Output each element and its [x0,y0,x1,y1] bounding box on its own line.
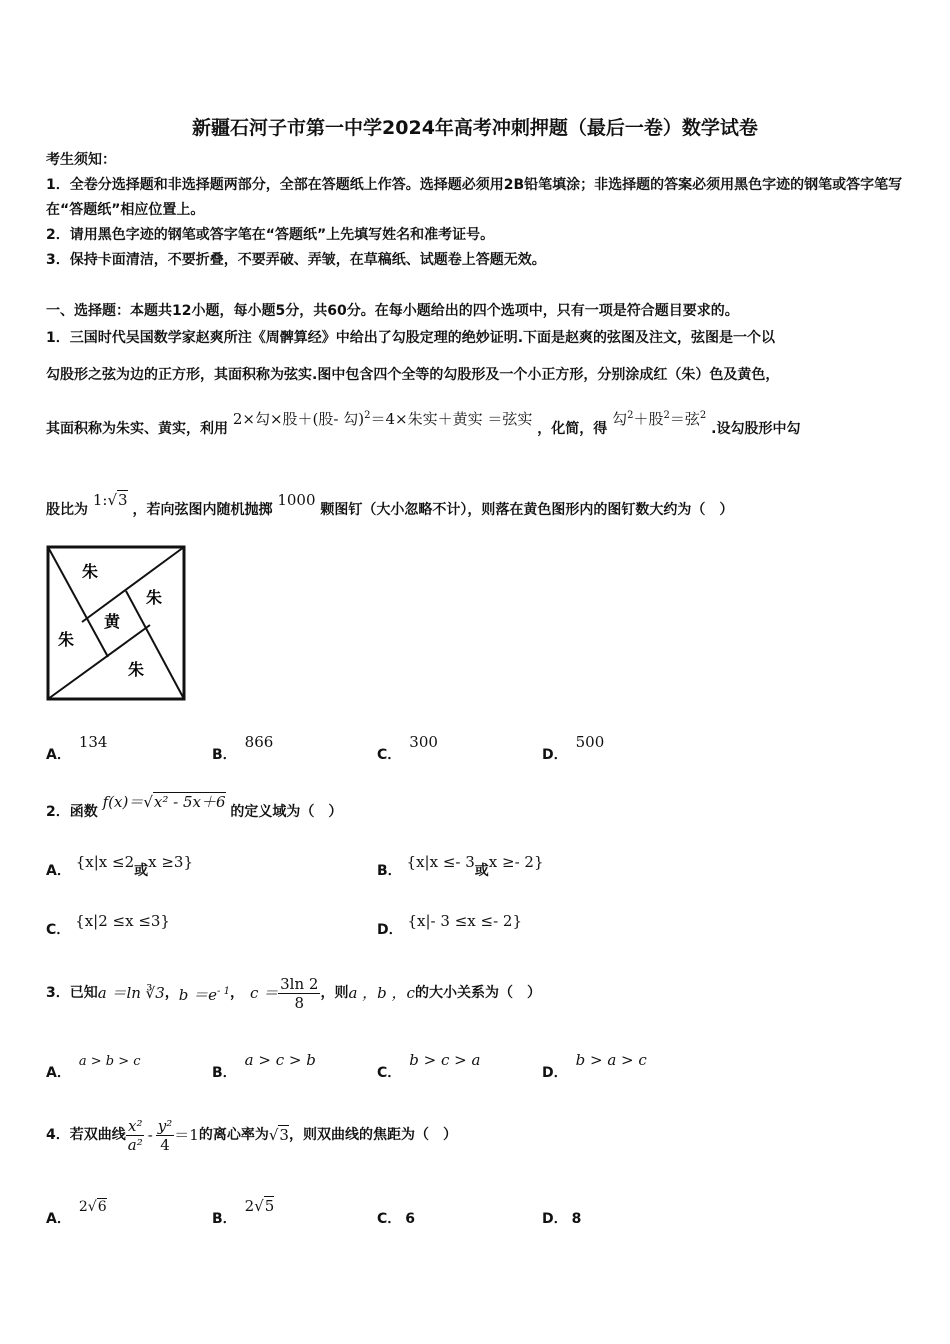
q1-line-3b: ，化简，得 [537,421,608,437]
notice-heading: 考生须知： [46,152,116,168]
q1-count: 1000 [277,491,316,509]
page-title: 新疆石河子市第一中学2024年高考冲刺押题（最后一卷）数学试卷 [192,117,758,139]
section-heading: 一、选择题：本题共12小题，每小题5分，共60分。在每小题给出的四个选项中，只有一项是符合题目要求的。 [46,303,739,319]
q3-prefix: 3．已知 [46,985,98,1001]
q3-suffix: 的大小关系为（ ） [414,985,541,1001]
q4-option-b[interactable]: B．2√5 [212,1197,275,1227]
q1-line-3a: 其面积称为朱实、黄实，利用 [46,421,228,437]
label-huang: 黄 [104,612,121,631]
q4-mid: 的离心率为 [198,1127,269,1143]
q2-stem [46,793,916,823]
q3-options [46,1051,916,1086]
notice-item-3: 3．保持卡面清洁，不要折叠，不要弄破、弄皱，在草稿纸、试题卷上答题无效。 [46,252,546,268]
q1-line-2: 勾股形之弦为边的正方形，其面积称为弦实.图中包含四个全等的勾股形及一个小正方形，分别涂成红（朱）色及黄色， [46,367,780,383]
q3-option-b[interactable]: B．a > c > b [212,1051,316,1081]
q1-option-a[interactable]: A．134 [46,733,108,763]
q2-option-d[interactable]: D． {x|- 3 ≤x ≤- 2} [377,912,522,938]
q2-option-c[interactable]: C． {x|2 ≤x ≤3} [46,912,170,938]
q3-stem: 3．已知 a ＝ln ∛3 ， $b =e^{- 1}$ ， c ＝ $\frac{3\ln 2}{8}$ ，则 a ，b ，c 的大小关系为（ ） [46,974,541,1012]
notice-block [46,148,916,273]
q1-options [46,733,916,768]
q3-then: ，则 [320,985,349,1001]
q3-b-expr: $b =e^{- 1}$ [178,985,230,1004]
q3-option-a[interactable]: A．a > b > c [46,1054,141,1081]
q1-formula-2: 勾$^2$＋股$^2$＝弦$^2$ [612,410,707,428]
q4-suffix: ，则双曲线的焦距为（ ） [288,1127,457,1143]
q4-prefix: 4．若双曲线 [46,1127,126,1143]
q2-option-b[interactable]: B． {x|x ≤- 3或x ≥- 2} [377,853,544,879]
q1-line-1: 1．三国时代吴国数学家赵爽所注《周髀算经》中给出了勾股定理的绝妙证明.下面是赵爽的弦图及注文，弦图是一个以 [46,330,776,346]
q4-x-fraction: $\frac{\text{x²}}{\text{a²}}$ [127,1116,143,1154]
q3-a-expr: a ＝ln ∛3 [97,984,165,1002]
q1-line-4b: ，若向弦图内随机抛掷 [132,502,273,518]
q4-eq: ＝1 [174,1126,199,1144]
q1-line-4c: 颗图钉（大小忽略不计），则落在黄色图形内的图钉数大约为（ ） [320,502,734,518]
q2-option-a[interactable]: A． {x|x ≤2或x ≥3} [46,853,194,879]
notice-item-1: 1．全卷分选择题和非选择题两部分，全部在答题纸上作答。选择题必须用2B铅笔填涂；非选择题的答案必须用黑色字迹的钢笔或答字笔写在“答题纸”相应位置上。 [46,177,903,218]
q4-option-d[interactable]: D． 8 [542,1211,582,1227]
notice-item-2: 2．请用黑色字迹的钢笔或答字笔在“答题纸”上先填写姓名和准考证号。 [46,227,495,243]
q3-vars: a ，b ，c [348,984,415,1002]
q1-option-d[interactable]: D．500 [542,733,605,763]
q1-line-4a: 股比为 [46,502,88,518]
q1-formula-1: 2×勾×股＋(股- 勾)$^2$＝4×朱实＋黄实 ＝弦实 [232,410,533,428]
q3-c-fraction: $\frac{3\ln 2}{8}$ [280,974,319,1012]
q3-c-lhs: c ＝ [249,984,279,1002]
q1-line-3 [46,410,916,440]
q4-options [46,1197,916,1232]
q1-option-c[interactable]: C．300 [377,733,438,763]
q1-option-b[interactable]: B．866 [212,733,274,763]
q4-option-a[interactable]: A．2√6 [46,1199,107,1227]
q4-option-c[interactable]: C． 6 [377,1211,416,1227]
q1-line-4 [46,491,916,521]
q1-line-3c: .设勾股形中勾 [711,421,801,437]
string-figure-diagram [46,545,186,701]
q4-y-fraction: $\frac{\text{y²}}{4}$ [157,1116,173,1154]
q4-minus: - [147,1126,153,1144]
q2-function: f(x)＝√x² - 5x＋6 [102,793,226,811]
q3-option-c[interactable]: C．b > c > a [377,1051,481,1081]
label-zhu-top: 朱 [82,562,99,581]
q2-prefix: 2．函数 [46,804,98,820]
q4-stem [46,1110,916,1160]
q1-ratio: 1:√3 [92,491,128,509]
label-zhu-bottom: 朱 [128,660,145,679]
label-zhu-left: 朱 [58,630,75,649]
label-zhu-right: 朱 [146,588,163,607]
q4-eccentricity: √3 [268,1126,289,1144]
q2-suffix: 的定义域为（ ） [230,804,343,820]
q3-option-d[interactable]: D．b > a > c [542,1051,647,1081]
